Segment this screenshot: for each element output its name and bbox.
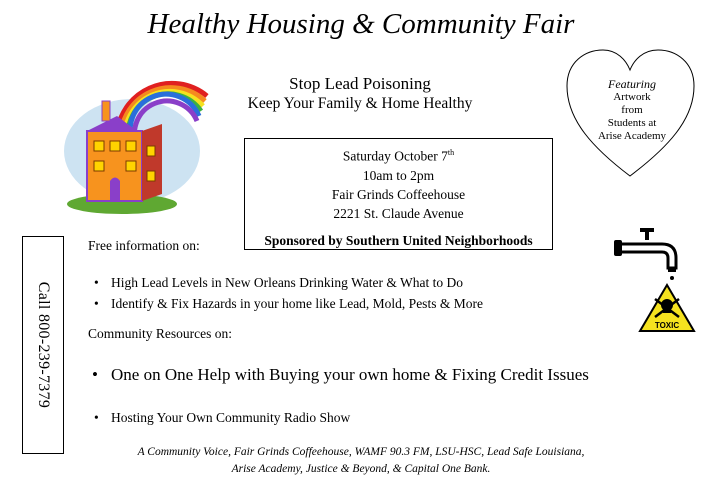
heart-line-artwork: Artwork [613,91,651,103]
toxic-warning-icon [638,283,696,333]
footer-line-2: Arise Academy, Justice & Beyond, & Capital One Bank. [231,463,491,475]
community-heading: Community Resources on: [88,326,232,341]
community-list [88,364,618,386]
list-item: • High Lead Levels in New Orleans Drinking Water & What to Do [88,272,608,293]
event-sponsor: Sponsored by Southern United Neighborhoods [264,232,533,248]
community-list-small [88,407,608,428]
free-info-heading: Free information on: [88,238,200,253]
footer-line-1: A Community Voice, Fair Grinds Coffeehouse, WAMF 90.3 FM, LSU-HSC, Lead Safe Louisiana, [137,446,585,458]
faucet-icon [612,224,684,280]
rainbow-house-illustration [62,76,212,216]
heart-line-students: Students at [607,117,657,129]
list-item: • Hosting Your Own Community Radio Show [88,407,608,428]
event-venue: Fair Grinds Coffeehouse [331,186,466,202]
footer-sponsors [0,444,722,478]
featuring-label: Featuring [608,77,656,91]
event-time: 10am to 2pm [362,167,435,183]
flyer-title: Healthy Housing & Community Fair [147,8,575,40]
call-phone-number: Call 800-239-7379 [35,281,52,409]
list-item: • One on One Help with Buying your own home & Fixing Credit Issues [88,364,611,386]
subtitle-keep-healthy: Keep Your Family & Home Healthy [247,95,473,112]
call-phone-box [22,236,64,454]
toxic-label: TOXIC [654,321,680,330]
heart-featuring-text [572,78,692,143]
heart-line-academy: Arise Academy [597,130,667,142]
subtitle-stop-lead: Stop Lead Poisoning [289,74,431,93]
event-details-box [244,138,553,250]
list-item: • Identify & Fix Hazards in your home like Lead, Mold, Pests & More [88,293,608,314]
event-address: 2221 St. Claude Avenue [333,205,464,221]
event-date: Saturday October 7th [342,148,455,164]
free-info-list [88,272,608,314]
heart-line-from: from [621,104,643,116]
